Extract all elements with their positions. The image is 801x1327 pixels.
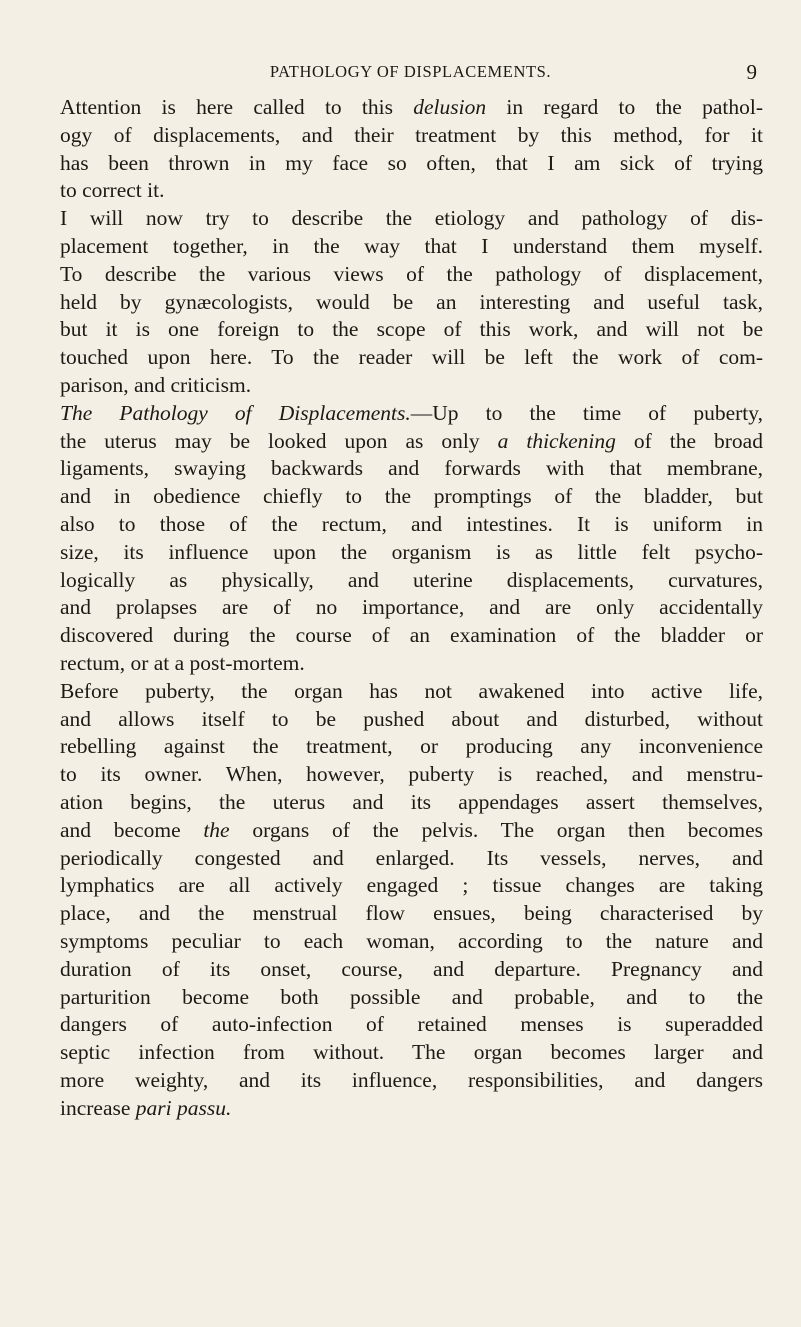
text-line: ligaments, swaying backwards and forwards with that membrane,	[60, 456, 763, 481]
paragraph	[60, 94, 763, 205]
text-line: parturition become both possible and probable, and to the	[60, 984, 763, 1009]
running-head	[60, 62, 761, 86]
text-line: ogy of displacements, and their treatment by this method, for it	[60, 122, 763, 147]
text-line: septic infection from without. The organ becomes larger and	[60, 1040, 763, 1065]
paragraph	[60, 205, 763, 400]
running-title: PATHOLOGY OF DISPLACEMENTS.	[269, 62, 552, 81]
text-line: more weighty, and its influence, responsibilities, and dangers	[60, 1067, 763, 1092]
text-line: Attention is here called to this delusion in regard to the pathol-	[60, 95, 763, 119]
text-line: also to those of the rectum, and intestines. It is uniform in	[60, 511, 763, 536]
text-line: touched upon here. To the reader will be left the work of com-	[60, 345, 763, 370]
text-line: symptoms peculiar to each woman, according to the nature and	[60, 928, 763, 953]
text-line: to correct it.	[60, 178, 165, 203]
text-line: dangers of auto-infection of retained menses is superadded	[60, 1012, 763, 1037]
text-line: I will now try to describe the etiology and pathology of dis-	[60, 206, 763, 231]
text-line: held by gynæcologists, would be an interesting and useful task,	[60, 289, 763, 314]
text-line: lymphatics are all actively engaged ; tissue changes are taking	[60, 873, 763, 898]
page-number: 9	[746, 60, 757, 84]
paragraph	[60, 400, 763, 678]
text-line: duration of its onset, course, and departure. Pregnancy and	[60, 956, 763, 981]
text-line: The Pathology of Displacements.—Up to the time of puberty,	[60, 400, 763, 425]
text-line: and prolapses are of no importance, and are only accidentally	[60, 595, 763, 620]
paragraph	[60, 678, 763, 1123]
text-line: parison, and criticism.	[60, 372, 252, 397]
text-line: Before puberty, the organ has not awakened into active life,	[60, 678, 763, 703]
text-line: but it is one foreign to the scope of this work, and will not be	[60, 317, 763, 342]
text-line: rectum, or at a post-mortem.	[60, 650, 305, 675]
body-text	[60, 94, 763, 1122]
text-line: and become the organs of the pelvis. The organ then becomes	[60, 817, 763, 842]
text-line: ation begins, the uterus and its appendages assert themselves,	[60, 789, 763, 814]
text-line: to its owner. When, however, puberty is reached, and menstru-	[60, 762, 763, 787]
text-line: discovered during the course of an examination of the bladder or	[60, 623, 763, 648]
text-line: the uterus may be looked upon as only a thickening of the broad	[60, 428, 763, 453]
text-line: placement together, in the way that I understand them myself.	[60, 233, 763, 258]
text-line: size, its influence upon the organism is as little felt psycho-	[60, 539, 763, 564]
text-line: logically as physically, and uterine displacements, curvatures,	[60, 567, 763, 592]
text-line: and in obedience chiefly to the promptings of the bladder, but	[60, 484, 763, 509]
text-line: To describe the various views of the pathology of displacement,	[60, 261, 763, 286]
text-line: rebelling against the treatment, or producing any inconvenience	[60, 734, 763, 759]
text-line: increase pari passu.	[60, 1095, 232, 1120]
text-line: has been thrown in my face so often, that I am sick of trying	[60, 150, 763, 175]
text-line: place, and the menstrual flow ensues, being characterised by	[60, 901, 763, 926]
text-line: periodically congested and enlarged. Its vessels, nerves, and	[60, 845, 763, 870]
text-line: and allows itself to be pushed about and disturbed, without	[60, 706, 763, 731]
